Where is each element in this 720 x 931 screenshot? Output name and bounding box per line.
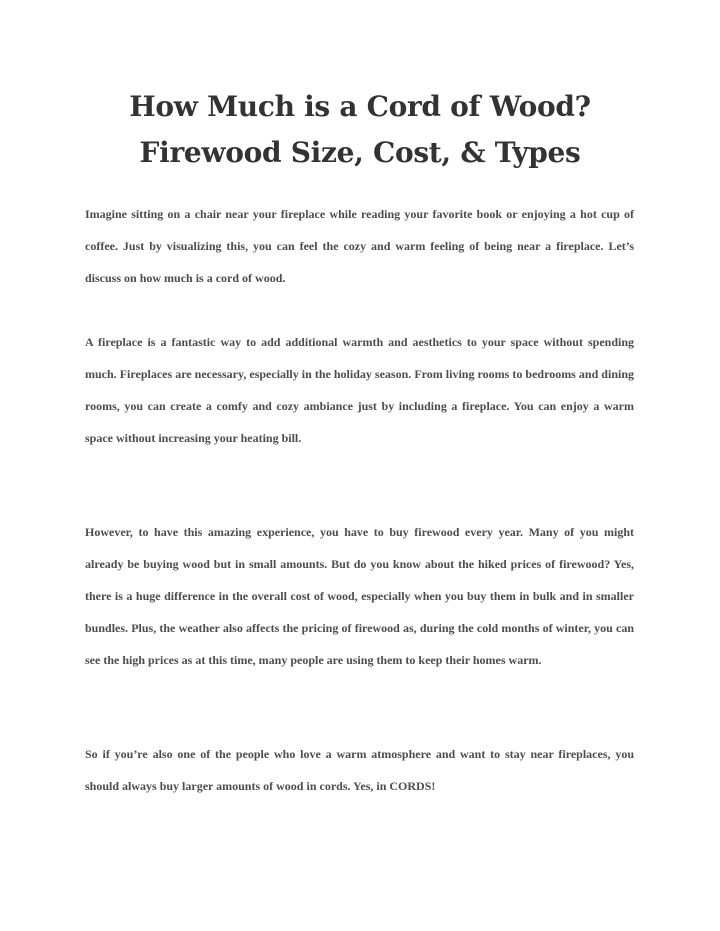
page-title-line-2: Firewood Size, Cost, & Types [139, 136, 581, 169]
paragraph-fireplace-benefits: A fireplace is a fantastic way to add additional warmth and aesthetics to your space without spending much. Fireplaces are necessary, especially in the holiday season. From living rooms to bedrooms and dining rooms, you can create a comfy and cozy ambiance just by including a fireplace. You can enjoy a warm space without increasing your heating bill. [85, 335, 634, 445]
paragraph-buy-in-cords: So if you’re also one of the people who love a warm atmosphere and want to stay near fireplaces, you should always buy larger amounts of wood in cords. Yes, in CORDS! [85, 747, 634, 793]
paragraph-intro: Imagine sitting on a chair near your fireplace while reading your favorite book or enjoying a hot cup of coffee. Just by visualizing this, you can feel the cozy and warm feeling of being near a fireplace. Let’s discuss on how much is a cord of wood. [85, 207, 634, 285]
page-title-line-1: How Much is a Cord of Wood? [129, 90, 591, 123]
paragraph-firewood-prices: However, to have this amazing experience, you have to buy firewood every year. Many of you might already be buying wood but in small amounts. But do you know about the hiked prices of firewood? Yes, there is a huge difference in the overall cost of wood, especially when you buy them in bulk and in smaller bundles. Plus, the weather also affects the pricing of firewood as, during the cold months of winter, you can see the high prices as at this time, many people are using them to keep their homes warm. [85, 525, 634, 667]
